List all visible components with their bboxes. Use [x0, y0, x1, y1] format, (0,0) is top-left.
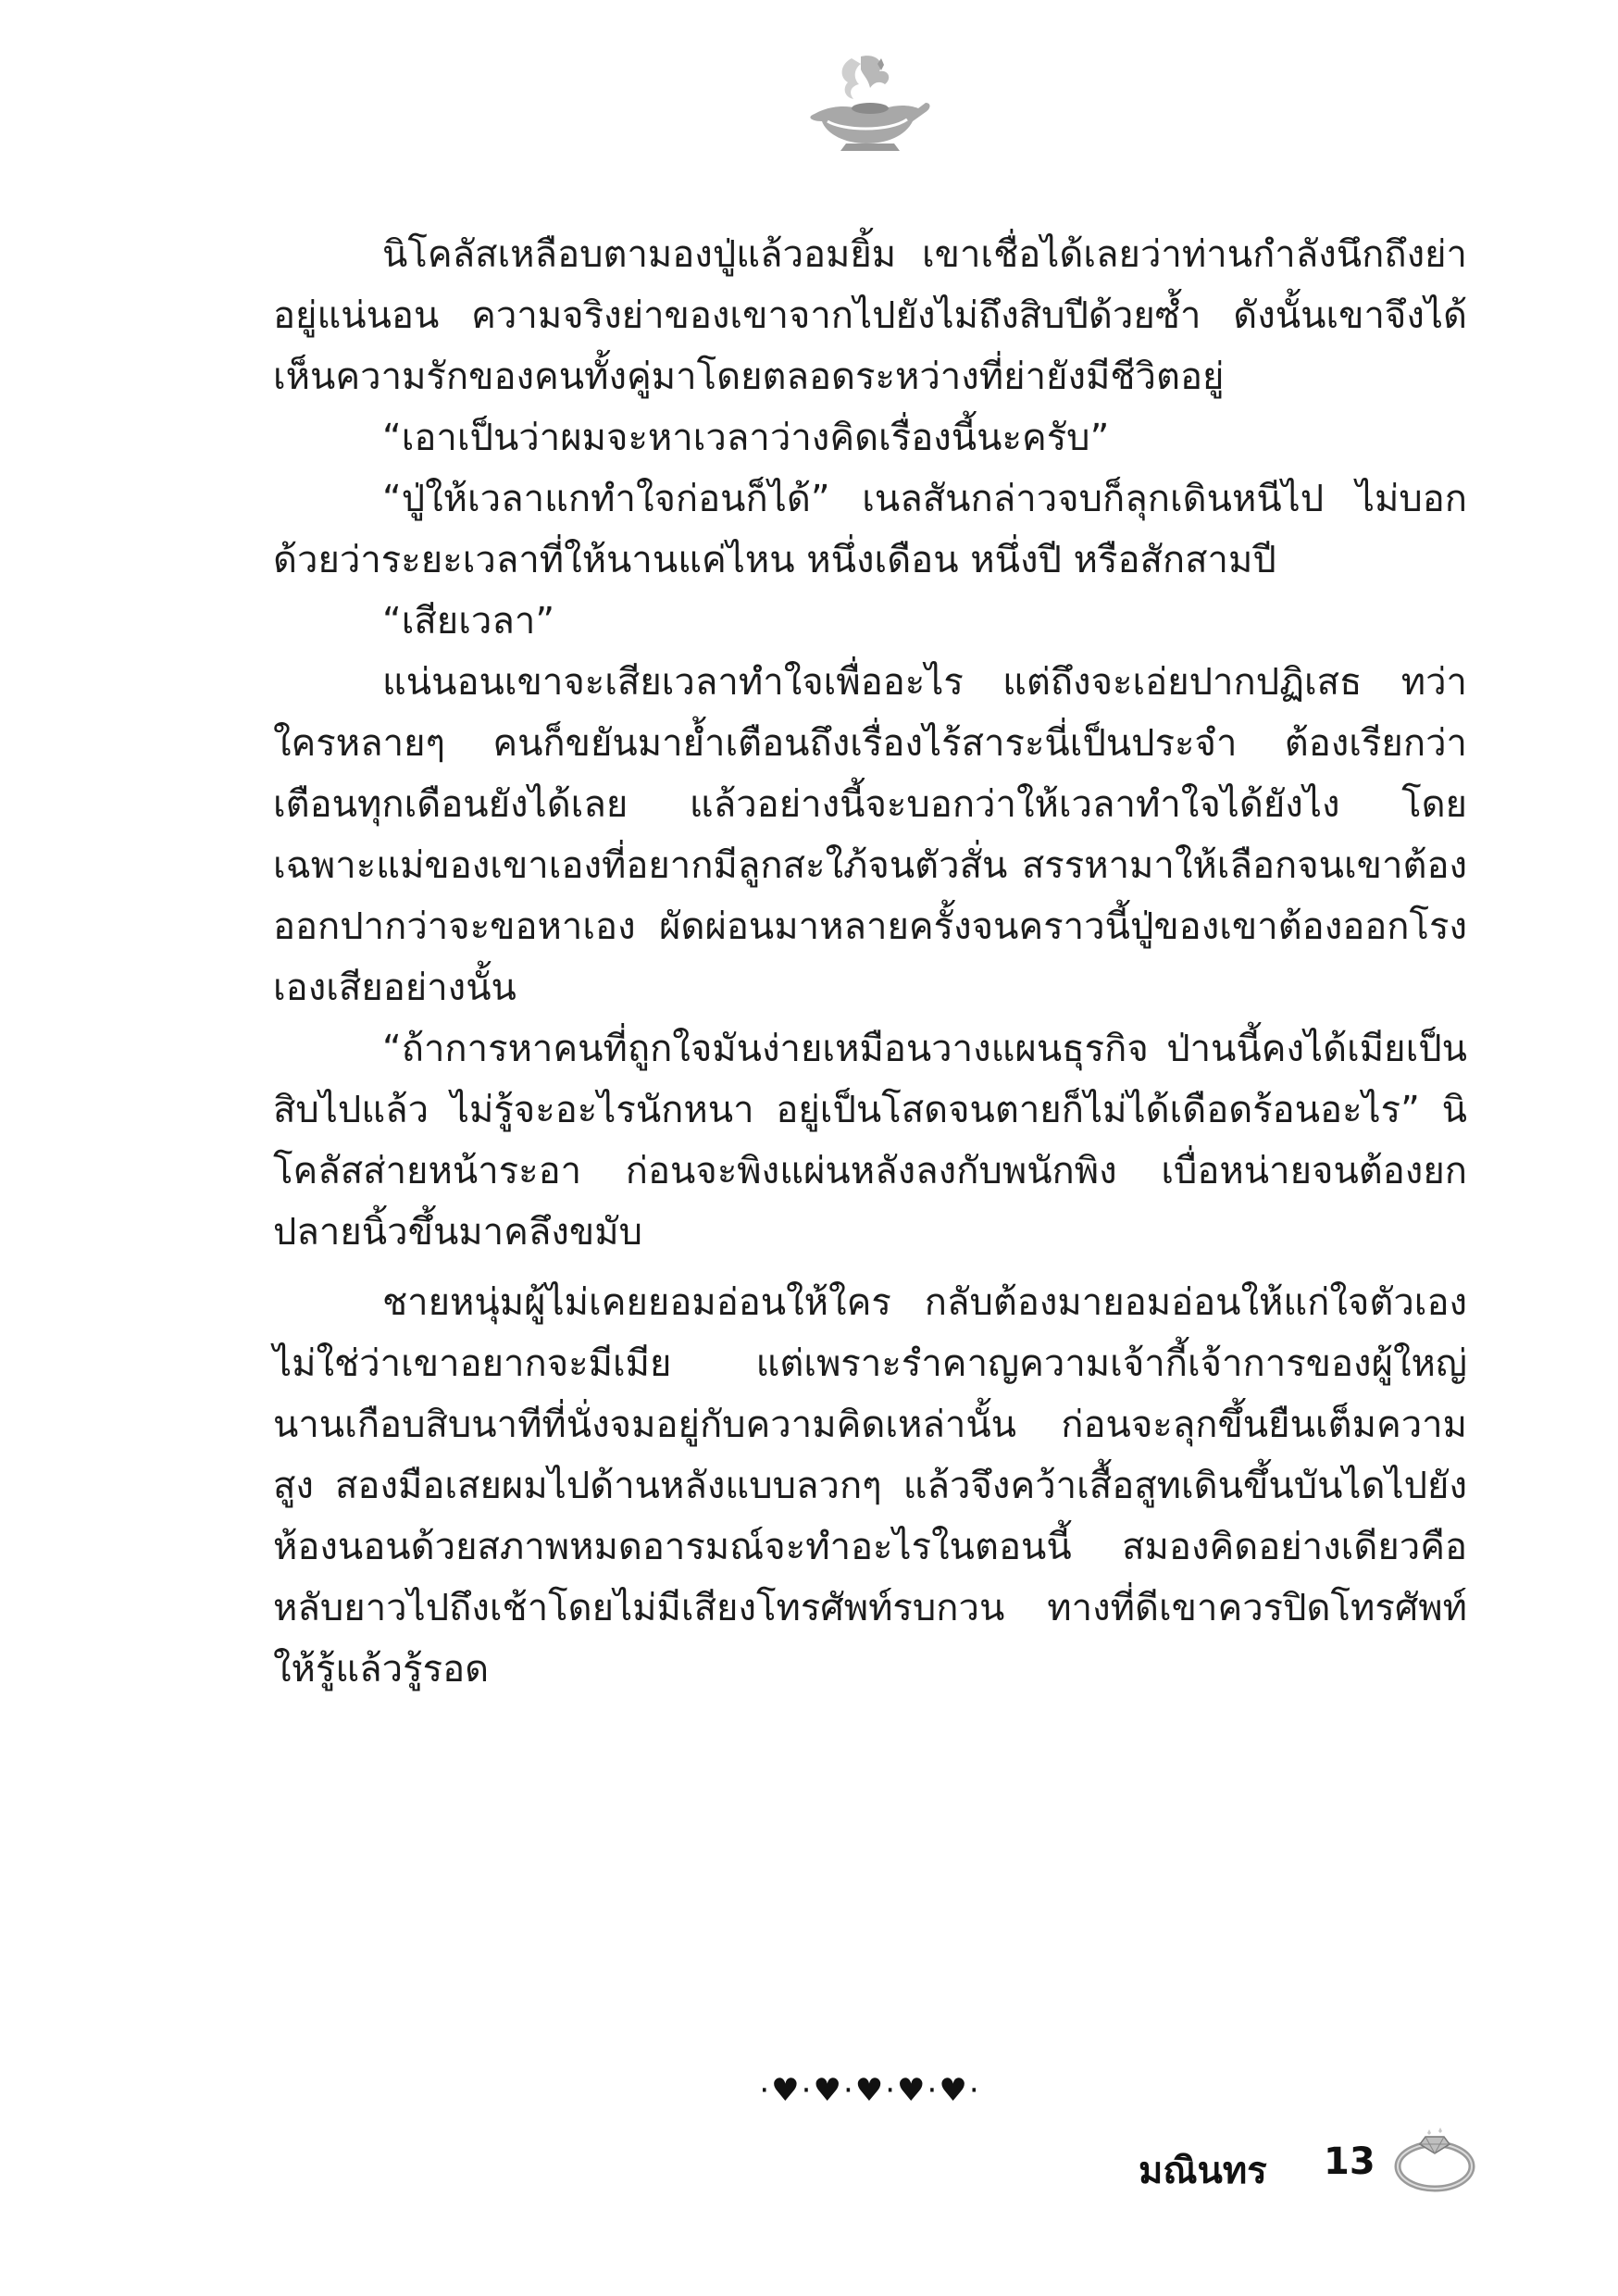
- paragraph: “ปู่ให้เวลาแกทำใจก่อนก็ได้” เนลสันกล่าวจบก็ลุกเดินหนีไป ไม่บอกด้วยว่าระยะเวลาที่ให้นานแค่ไหน หนึ่งเดือน หนึ่งปี หรือสักสามปี: [273, 478, 1467, 581]
- page-number: 13: [1324, 2140, 1375, 2183]
- paragraph: “เสียเวลา”: [382, 600, 555, 643]
- genie-lamp-icon: [796, 51, 935, 157]
- paragraph: แน่นอนเขาจะเสียเวลาทำใจเพื่ออะไร แต่ถึงจะเอ่ยปากปฏิเสธ ทว่าใครหลายๆ คนก็ขยันมาย้ำเตือนถึงเรื่องไร้สาระนี่เป็นประจำ ต้องเรียกว่าเตือนทุกเดือนยังได้เลย แล้วอย่างนี้จะบอกว่าให้เวลาทำใจได้ยังไง โดยเฉพาะแม่ของเขาเองที่อยากมีลูกสะใภ้จนตัวสั่น สรรหามาให้เลือกจนเขาต้องออกปากว่าจะขอหาเอง ผัดผ่อนมาหลายครั้งจนคราวนี้ปู่ของเขาต้องออกโรงเองเสียอย่างนั้น: [273, 661, 1467, 1009]
- body-text: [273, 224, 1467, 1700]
- paragraph: “เอาเป็นว่าผมจะหาเวลาว่างคิดเรื่องนี้นะครับ”: [382, 417, 1110, 459]
- paragraph: นิโคลัสเหลือบตามองปู่แล้วอมยิ้ม เขาเชื่อได้เลยว่าท่านกำลังนึกถึงย่าอยู่แน่นอน ความจริงย่าของเขาจากไปยังไม่ถึงสิบปีด้วยซ้ำ ดังนั้นเขาจึงได้เห็นความรักของคนทั้งคู่มาโดยตลอดระหว่างที่ย่ายังมีชีวิตอยู่: [273, 233, 1467, 398]
- footer-author: มณินทร: [1139, 2150, 1267, 2192]
- diamond-ring-icon: [1388, 2111, 1481, 2194]
- section-divider: ·♥·♥·♥·♥·♥·: [759, 2072, 981, 2109]
- paragraph: ชายหนุ่มผู้ไม่เคยยอมอ่อนให้ใคร กลับต้องมายอมอ่อนให้แก่ใจตัวเอง ไม่ใช่ว่าเขาอยากจะมีเมีย แต่เพราะรำคาญความเจ้ากี้เจ้าการของผู้ใหญ่ นานเกือบสิบนาทีที่นั่งจมอยู่กับความคิดเหล่านั้น ก่อนจะลุกขึ้นยืนเต็มความสูง สองมือเสยผมไปด้านหลังแบบลวกๆ แล้วจึงคว้าเสื้อสูทเดินขึ้นบันไดไปยังห้องนอนด้วยสภาพหมดอารมณ์จะทำอะไรในตอนนี้ สมองคิดอย่างเดียวคือหลับยาวไปถึงเช้าโดยไม่มีเสียงโทรศัพท์รบกวน ทางที่ดีเขาควรปิดโทรศัพท์ให้รู้แล้วรู้รอด: [273, 1281, 1467, 1691]
- paragraph: “ถ้าการหาคนที่ถูกใจมันง่ายเหมือนวางแผนธุรกิจ ป่านนี้คงได้เมียเป็นสิบไปแล้ว ไม่รู้จะอะไรนักหนา อยู่เป็นโสดจนตายก็ไม่ได้เดือดร้อนอะไร” นิโคลัสส่ายหน้าระอา ก่อนจะพิงแผ่นหลังลงกับพนักพิง เบื่อหน่ายจนต้องยกปลายนิ้วขึ้นมาคลึงขมับ: [273, 1028, 1467, 1254]
